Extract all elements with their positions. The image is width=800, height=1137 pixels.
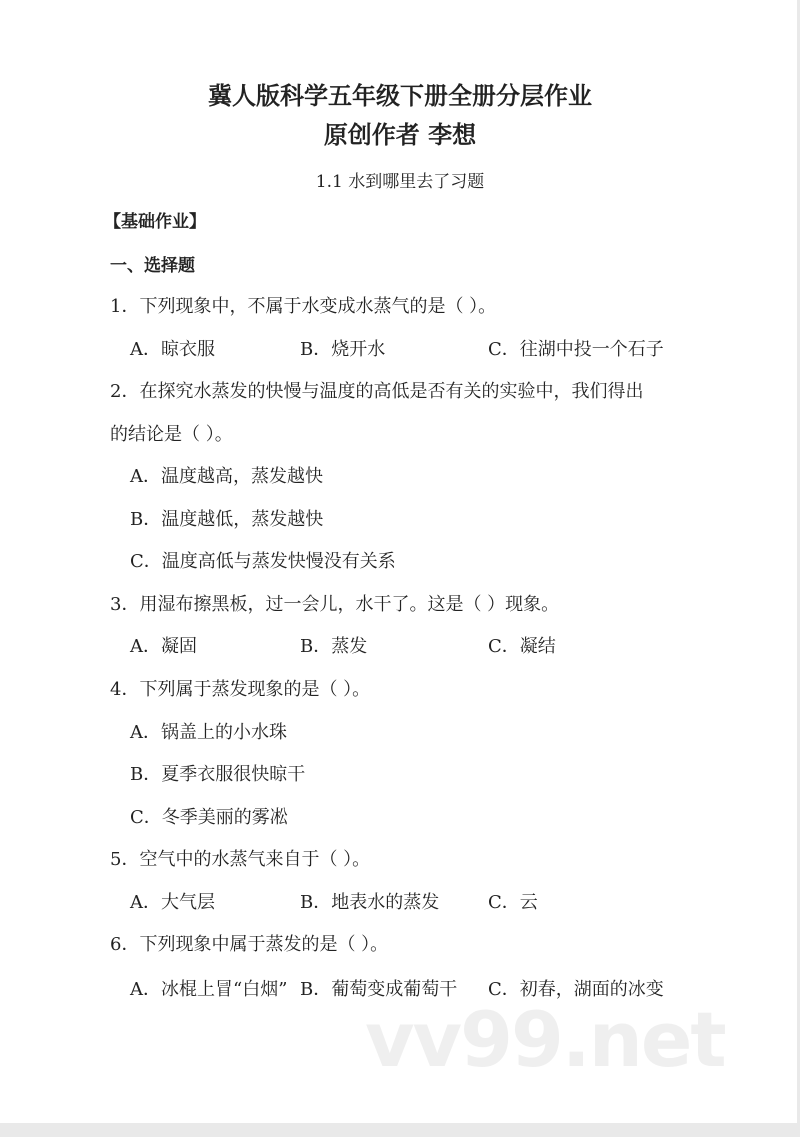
question-3: 3．用湿布擦黑板，过一会儿，水干了。这是（ ）现象。 [110, 594, 560, 615]
question-1: 1．下列现象中，不属于水变成水蒸气的是（ ）。 [110, 296, 497, 317]
option: B．葡萄变成葡萄干 [300, 979, 458, 1000]
option: C．初春，湖面的冰变 [488, 979, 664, 1000]
part-heading: 一、选择题 [110, 256, 195, 276]
option: C．往湖中投一个石子 [488, 339, 664, 360]
option: B．地表水的蒸发 [300, 892, 440, 913]
document-author: 原创作者 李想 [323, 121, 477, 149]
option: A．锅盖上的小水珠 [130, 722, 287, 743]
option: A．凝固 [130, 636, 197, 657]
question-6: 6．下列现象中属于蒸发的是（ ）。 [110, 934, 389, 955]
question-2-cont: 的结论是（ ）。 [110, 424, 233, 445]
option: A．温度越高，蒸发越快 [130, 466, 323, 487]
option: B．烧开水 [300, 339, 386, 360]
question-2: 2．在探究水蒸发的快慢与温度的高低是否有关的实验中，我们得出 [110, 381, 644, 402]
option: B．温度越低，蒸发越快 [130, 509, 324, 530]
lesson-title: 1.1 水到哪里去了习题 [315, 172, 485, 192]
option: A．冰棍上冒“白烟” [130, 979, 288, 1000]
option: C．温度高低与蒸发快慢没有关系 [130, 551, 396, 572]
question-5: 5．空气中的水蒸气来自于（ ）。 [110, 849, 371, 870]
option: A．晾衣服 [130, 339, 215, 360]
section-label: 【基础作业】 [104, 212, 206, 232]
option: B．蒸发 [300, 636, 368, 657]
option: C．云 [488, 892, 538, 913]
watermark: vv99.net [365, 995, 725, 1084]
option: B．夏季衣服很快晾干 [130, 764, 306, 785]
option: C．凝结 [488, 636, 556, 657]
option: A．大气层 [130, 892, 215, 913]
option: C．冬季美丽的雾凇 [130, 807, 288, 828]
question-4: 4．下列属于蒸发现象的是（ ）。 [110, 679, 371, 700]
document-title: 冀人版科学五年级下册全册分层作业 [208, 82, 592, 110]
